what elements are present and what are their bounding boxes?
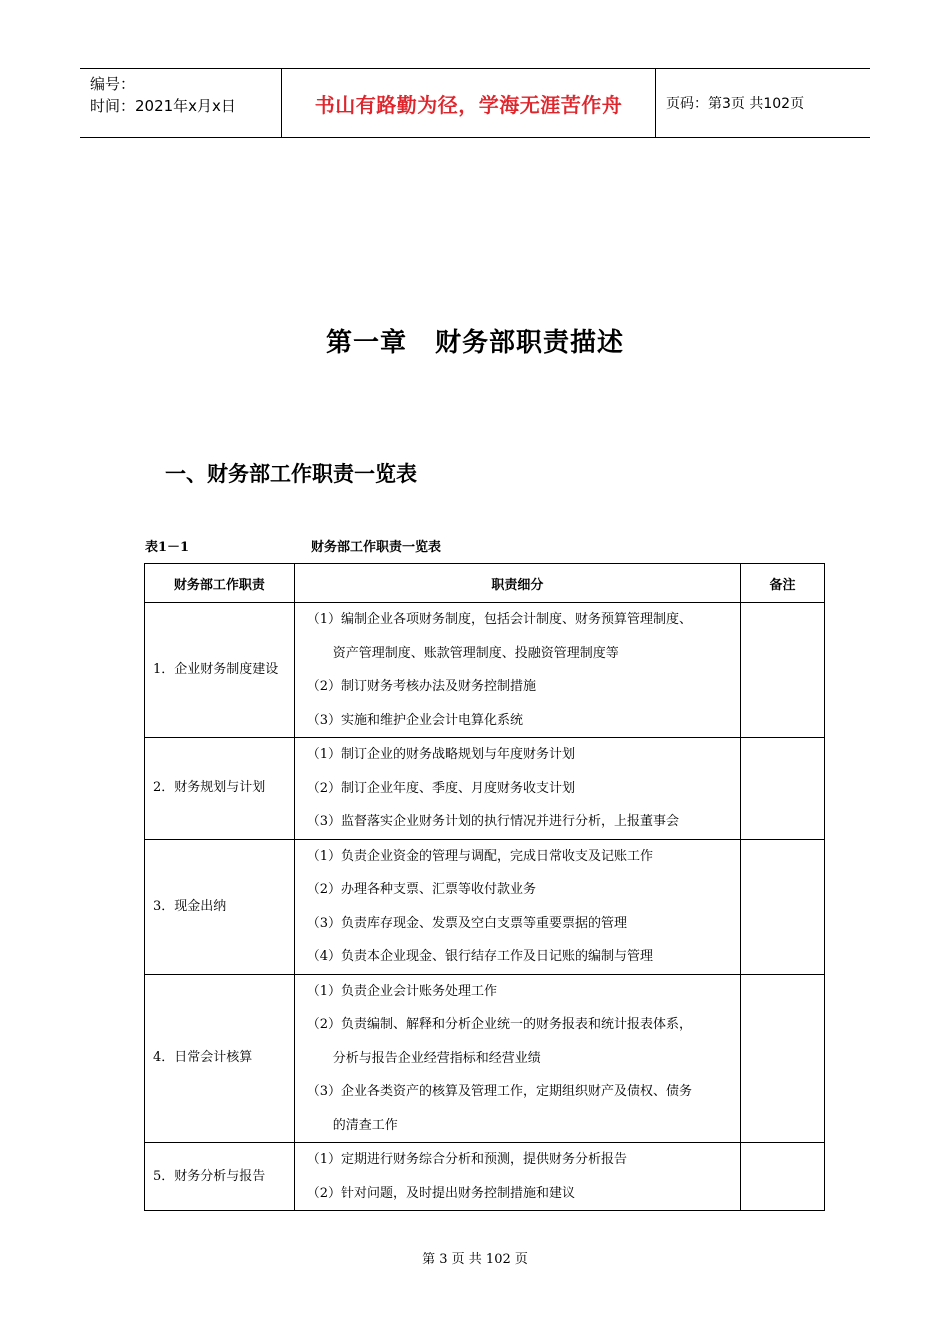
detail-line: （1）负责企业会计账务处理工作: [306, 983, 498, 999]
detail-line: （1）编制企业各项财务制度，包括会计制度、财务预算管理制度、: [306, 612, 693, 627]
chapter-heading: [0, 322, 950, 359]
detail-line: （2）制订企业年度、季度、月度财务收支计划: [306, 780, 576, 796]
detail-line: （2）办理各种支票、汇票等收付款业务: [306, 882, 537, 897]
header-meta: [80, 69, 281, 137]
table-caption: [145, 536, 442, 555]
detail-line: （2）针对问题，及时提出财务控制措施和建议: [306, 1185, 576, 1201]
note-cell: [741, 1143, 825, 1211]
detail-line: （2）制订财务考核办法及财务控制措施: [306, 679, 537, 694]
column-header: 职责细分: [294, 564, 740, 603]
responsibility-table: [144, 563, 825, 1211]
responsibility-details: [294, 1143, 740, 1211]
detail-line: （4）负责本企业现金、银行结存工作及日记账的编制与管理: [306, 949, 654, 964]
column-header: 财务部工作职责: [145, 564, 295, 603]
table-header-row: [145, 564, 825, 603]
table-number: 表1－1: [145, 540, 190, 555]
detail-line: 资产管理制度、账款管理制度、投融资管理制度等: [332, 645, 619, 661]
responsibility-details: [294, 603, 740, 738]
responsibility-category: 5．财务分析与报告: [145, 1143, 295, 1211]
detail-line: （3）实施和维护企业会计电算化系统: [306, 712, 524, 728]
column-header: 备注: [741, 564, 825, 603]
responsibility-category: 3．现金出纳: [145, 839, 295, 974]
table-caption-title: 财务部工作职责一览表: [311, 540, 442, 555]
detail-line: （2）负责编制、解释和分析企业统一的财务报表和统计报表体系，: [306, 1017, 693, 1032]
responsibility-details: [294, 974, 740, 1143]
table-row: [145, 603, 825, 738]
header-motto: 书山有路勤为径，学海无涯苦作舟: [281, 69, 656, 137]
note-cell: [741, 738, 825, 840]
page-footer: 第 3 页 共 102 页: [422, 1252, 528, 1267]
detail-line: （3）企业各类资产的核算及管理工作，定期组织财产及债权、债务: [306, 1084, 693, 1099]
note-cell: [741, 603, 825, 738]
detail-line: （3）负责库存现金、发票及空白支票等重要票据的管理: [306, 915, 628, 931]
table-row: [145, 839, 825, 974]
page-header: [80, 68, 870, 138]
responsibility-category: 2．财务规划与计划: [145, 738, 295, 840]
note-cell: [741, 974, 825, 1143]
responsibility-details: [294, 839, 740, 974]
responsibility-category: 4．日常会计核算: [145, 974, 295, 1143]
detail-line: （1）制订企业的财务战略规划与年度财务计划: [306, 747, 576, 762]
detail-line: （1）定期进行财务综合分析和预测，提供财务分析报告: [306, 1152, 628, 1167]
detail-line: （1）负责企业资金的管理与调配，完成日常收支及记账工作: [306, 848, 654, 864]
note-cell: [741, 839, 825, 974]
section-title: 一、财务部工作职责一览表: [165, 461, 417, 486]
time-label: 时间：2021年x月x日: [90, 97, 236, 115]
header-page-info: 页码：第3页 共102页: [666, 96, 805, 112]
table-row: [145, 974, 825, 1143]
table-body: [145, 603, 825, 1211]
table-row: [145, 738, 825, 840]
detail-line: 分析与报告企业经营指标和经营业绩: [332, 1050, 541, 1066]
detail-line: 的清查工作: [332, 1117, 398, 1133]
chapter-title: 第一章: [325, 328, 407, 358]
responsibility-category: 1．企业财务制度建设: [145, 603, 295, 738]
number-label: 编号：: [90, 75, 136, 93]
detail-line: （3）监督落实企业财务计划的执行情况并进行分析，上报董事会: [306, 814, 680, 829]
table-row: [145, 1143, 825, 1211]
responsibility-details: [294, 738, 740, 840]
chapter-subtitle: 财务部职责描述: [435, 328, 625, 358]
